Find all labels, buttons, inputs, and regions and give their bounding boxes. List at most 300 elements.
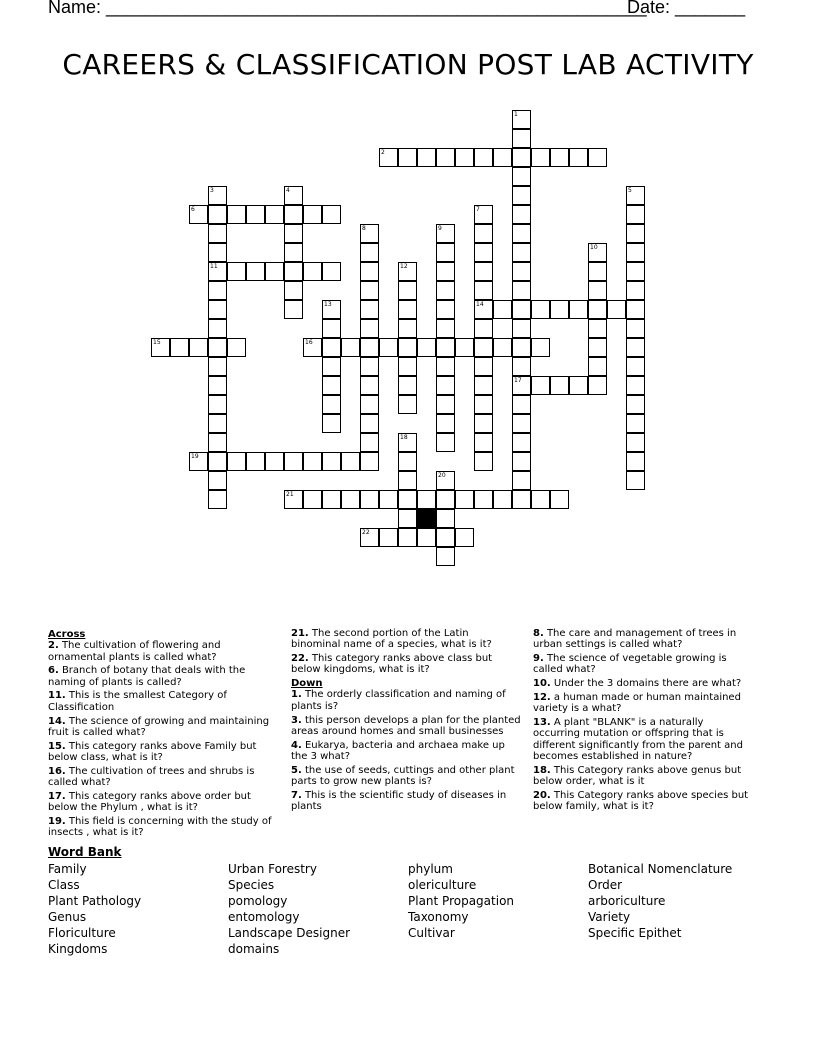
grid-cell[interactable] bbox=[398, 338, 417, 357]
grid-cell[interactable] bbox=[588, 338, 607, 357]
grid-cell[interactable] bbox=[588, 357, 607, 376]
grid-cell[interactable] bbox=[436, 281, 455, 300]
grid-cell[interactable] bbox=[474, 148, 493, 167]
grid-cell[interactable] bbox=[379, 338, 398, 357]
clue-number-label: 20. bbox=[533, 789, 551, 801]
down-heading: Down bbox=[291, 678, 323, 690]
grid-cell[interactable] bbox=[189, 338, 208, 357]
grid-cell[interactable] bbox=[569, 376, 588, 395]
grid-cell[interactable] bbox=[360, 376, 379, 395]
clue-number: 20 bbox=[438, 472, 446, 479]
grid-cell[interactable] bbox=[474, 452, 493, 471]
clue-text: The cultivation of trees and shrubs is called what? bbox=[48, 765, 255, 789]
grid-cell[interactable] bbox=[303, 262, 322, 281]
across-clue bbox=[48, 716, 278, 739]
grid-cell[interactable] bbox=[550, 376, 569, 395]
grid-cell[interactable] bbox=[436, 490, 455, 509]
grid-cell[interactable] bbox=[360, 300, 379, 319]
grid-cell[interactable] bbox=[588, 262, 607, 281]
grid-cell[interactable] bbox=[284, 452, 303, 471]
grid-cell[interactable] bbox=[360, 357, 379, 376]
word-bank-item: Cultivar bbox=[408, 926, 455, 940]
grid-cell[interactable] bbox=[436, 300, 455, 319]
clue-number-label: 17. bbox=[48, 790, 66, 802]
grid-cell[interactable] bbox=[531, 376, 550, 395]
word-bank-item: Taxonomy bbox=[408, 910, 469, 924]
name-field[interactable]: Name: ______________________________________________________ bbox=[48, 0, 647, 17]
grid-cell[interactable] bbox=[474, 262, 493, 281]
grid-cell[interactable] bbox=[322, 319, 341, 338]
grid-cell[interactable] bbox=[208, 205, 227, 224]
clue-text: This is the smallest Category of Classification bbox=[48, 690, 227, 713]
grid-cell[interactable] bbox=[208, 319, 227, 338]
grid-cell[interactable] bbox=[512, 243, 531, 262]
clue-number-label: 15. bbox=[48, 740, 66, 752]
grid-cell[interactable] bbox=[284, 205, 303, 224]
clue-text: This category ranks above Family but below class, what is it? bbox=[48, 740, 257, 763]
grid-cell[interactable] bbox=[550, 300, 569, 319]
grid-cell[interactable] bbox=[493, 148, 512, 167]
clue-number-label: 18. bbox=[533, 764, 551, 776]
word-bank-item: Urban Forestry bbox=[228, 862, 317, 876]
grid-cell[interactable] bbox=[550, 148, 569, 167]
grid-cell[interactable] bbox=[626, 262, 645, 281]
grid-cell[interactable] bbox=[493, 490, 512, 509]
clue-number: 6 bbox=[191, 206, 195, 213]
clue-number-label: 3. bbox=[291, 714, 302, 726]
clue-number: 13 bbox=[324, 301, 332, 308]
clue-number: 22 bbox=[362, 529, 370, 536]
grid-cell[interactable] bbox=[246, 262, 265, 281]
grid-cell[interactable] bbox=[284, 224, 303, 243]
down-clue bbox=[291, 740, 521, 763]
grid-cell[interactable] bbox=[322, 205, 341, 224]
grid-cell[interactable] bbox=[322, 338, 341, 357]
clue-number: 9 bbox=[438, 225, 442, 232]
clue-number: 3 bbox=[210, 187, 214, 194]
grid-cell[interactable] bbox=[265, 205, 284, 224]
grid-cell[interactable] bbox=[379, 490, 398, 509]
grid-cell[interactable] bbox=[512, 357, 531, 376]
grid-cell[interactable] bbox=[322, 357, 341, 376]
grid-cell[interactable] bbox=[284, 300, 303, 319]
clue-number: 14 bbox=[476, 301, 484, 308]
grid-cell[interactable] bbox=[512, 186, 531, 205]
clue-text: The second portion of the Latin binominal name of a species, what is it? bbox=[291, 628, 492, 651]
clue-number-label: 12. bbox=[533, 691, 551, 703]
grid-cell[interactable] bbox=[474, 414, 493, 433]
grid-cell[interactable] bbox=[417, 338, 436, 357]
clue-number: 7 bbox=[476, 206, 480, 213]
grid-cell[interactable] bbox=[474, 243, 493, 262]
word-bank-item: Kingdoms bbox=[48, 942, 108, 956]
grid-cell[interactable] bbox=[626, 357, 645, 376]
clue-number-label: 19. bbox=[48, 815, 66, 827]
word-bank-item: Genus bbox=[48, 910, 87, 924]
grid-cell[interactable] bbox=[474, 433, 493, 452]
clue-text: This category ranks above order but below the Phylum , what is it? bbox=[48, 790, 251, 814]
across-clue bbox=[48, 690, 278, 713]
grid-cell[interactable] bbox=[531, 148, 550, 167]
clues-column-3 bbox=[533, 628, 753, 815]
grid-cell[interactable] bbox=[436, 262, 455, 281]
grid-cell[interactable] bbox=[512, 205, 531, 224]
grid-cell[interactable] bbox=[626, 281, 645, 300]
word-bank-item: Class bbox=[48, 878, 80, 892]
grid-cell[interactable] bbox=[626, 319, 645, 338]
clue-text: The cultivation of flowering and ornamental plants is called what? bbox=[48, 640, 221, 663]
word-bank-column-3 bbox=[408, 861, 514, 941]
grid-cell[interactable] bbox=[360, 262, 379, 281]
grid-cell[interactable] bbox=[436, 433, 455, 452]
grid-cell[interactable] bbox=[398, 319, 417, 338]
grid-cell[interactable] bbox=[512, 338, 531, 357]
grid-cell[interactable] bbox=[626, 376, 645, 395]
grid-cell[interactable] bbox=[512, 148, 531, 167]
grid-cell[interactable] bbox=[588, 300, 607, 319]
grid-cell[interactable] bbox=[360, 452, 379, 471]
down-clue bbox=[291, 790, 521, 813]
grid-cell[interactable] bbox=[626, 300, 645, 319]
word-bank-item: Variety bbox=[588, 910, 631, 924]
grid-cell[interactable] bbox=[322, 262, 341, 281]
grid-cell[interactable] bbox=[284, 243, 303, 262]
grid-cell[interactable] bbox=[208, 224, 227, 243]
grid-cell[interactable] bbox=[436, 395, 455, 414]
grid-cell[interactable] bbox=[379, 528, 398, 547]
grid-cell[interactable] bbox=[246, 205, 265, 224]
clue-number: 19 bbox=[191, 453, 199, 460]
clue-text: The orderly classification and naming of plants is? bbox=[291, 689, 506, 712]
grid-cell[interactable] bbox=[512, 452, 531, 471]
grid-cell[interactable] bbox=[341, 490, 360, 509]
grid-cell[interactable] bbox=[512, 281, 531, 300]
grid-cell[interactable] bbox=[436, 338, 455, 357]
grid-cell[interactable] bbox=[227, 338, 246, 357]
word-bank-item: phylum bbox=[408, 862, 453, 876]
grid-cell[interactable] bbox=[550, 490, 569, 509]
clue-text: a human made or human maintained variety is a what? bbox=[533, 691, 741, 715]
grid-cell[interactable] bbox=[493, 300, 512, 319]
grid-cell[interactable] bbox=[588, 376, 607, 395]
grid-cell[interactable] bbox=[493, 338, 512, 357]
grid-cell[interactable] bbox=[208, 376, 227, 395]
grid-cell[interactable] bbox=[512, 319, 531, 338]
grid-cell[interactable] bbox=[588, 319, 607, 338]
grid-cell[interactable] bbox=[208, 281, 227, 300]
clue-text: Eukarya, bacteria and archaea make up the 3 what? bbox=[291, 739, 505, 762]
grid-cell[interactable] bbox=[436, 376, 455, 395]
grid-cell[interactable] bbox=[626, 414, 645, 433]
clue-number: 5 bbox=[628, 187, 632, 194]
grid-cell[interactable] bbox=[512, 262, 531, 281]
grid-cell[interactable] bbox=[322, 452, 341, 471]
grid-cell[interactable] bbox=[398, 509, 417, 528]
grid-cell[interactable] bbox=[512, 395, 531, 414]
clue-number-label: 14. bbox=[48, 715, 66, 727]
clue-text: The science of growing and maintaining fruit is called what? bbox=[48, 715, 270, 738]
grid-cell[interactable] bbox=[360, 490, 379, 509]
clue-number: 4 bbox=[286, 187, 290, 194]
grid-cell[interactable] bbox=[607, 300, 626, 319]
down-clue bbox=[291, 765, 521, 788]
across-clue bbox=[48, 665, 278, 688]
word-bank-item: Order bbox=[588, 878, 623, 892]
across-clue bbox=[48, 816, 278, 839]
grid-cell[interactable] bbox=[417, 148, 436, 167]
grid-cell[interactable] bbox=[455, 490, 474, 509]
clue-text: This category ranks above class but below kingdoms, what is it? bbox=[291, 653, 493, 676]
grid-cell[interactable] bbox=[360, 281, 379, 300]
clue-number: 16 bbox=[305, 339, 313, 346]
grid-cell[interactable] bbox=[474, 357, 493, 376]
grid-cell[interactable] bbox=[512, 414, 531, 433]
word-bank-item: Species bbox=[228, 878, 275, 892]
clue-text: this person develops a plan for the planted areas around homes and small businesses bbox=[291, 714, 521, 737]
word-bank-item: pomology bbox=[228, 894, 288, 908]
clue-number-label: 13. bbox=[533, 717, 551, 729]
word-bank-column-1 bbox=[48, 861, 141, 957]
across-heading: Across bbox=[48, 629, 86, 640]
clue-text: The care and management of trees in urban settings is called what? bbox=[533, 628, 737, 651]
page-title: CAREERS & CLASSIFICATION POST LAB ACTIVITY bbox=[62, 48, 754, 81]
grid-cell[interactable] bbox=[170, 338, 189, 357]
grid-cell[interactable] bbox=[417, 528, 436, 547]
grid-cell[interactable] bbox=[208, 471, 227, 490]
word-bank-item: olericulture bbox=[408, 878, 477, 892]
clue-number-label: 21. bbox=[291, 628, 309, 639]
clue-number-label: 10. bbox=[533, 678, 551, 690]
clue-number: 8 bbox=[362, 225, 366, 232]
across-clue bbox=[48, 741, 278, 764]
grid-cell[interactable] bbox=[531, 300, 550, 319]
clue-number-label: 1. bbox=[291, 689, 302, 701]
grid-cell[interactable] bbox=[436, 414, 455, 433]
clues-column-2 bbox=[291, 628, 521, 815]
clue-number: 11 bbox=[210, 263, 218, 270]
word-bank-item: Specific Epithet bbox=[588, 926, 682, 940]
grid-cell[interactable] bbox=[455, 148, 474, 167]
grid-cell[interactable] bbox=[398, 452, 417, 471]
clue-number: 21 bbox=[286, 491, 294, 498]
grid-cell[interactable] bbox=[436, 243, 455, 262]
word-bank-item: Landscape Designer bbox=[228, 926, 351, 940]
grid-cell[interactable] bbox=[208, 357, 227, 376]
grid-cell[interactable] bbox=[265, 452, 284, 471]
grid-cell[interactable] bbox=[303, 205, 322, 224]
grid-cell[interactable] bbox=[455, 338, 474, 357]
grid-cell[interactable] bbox=[398, 357, 417, 376]
word-bank-item: Plant Propagation bbox=[408, 894, 515, 908]
grid-cell[interactable] bbox=[626, 395, 645, 414]
grid-cell[interactable] bbox=[208, 452, 227, 471]
across-clue bbox=[291, 628, 521, 651]
grid-cell[interactable] bbox=[360, 338, 379, 357]
down-clue bbox=[533, 628, 753, 651]
grid-cell[interactable] bbox=[398, 300, 417, 319]
grid-cell[interactable] bbox=[227, 452, 246, 471]
grid-cell[interactable] bbox=[303, 490, 322, 509]
grid-cell[interactable] bbox=[265, 262, 284, 281]
grid-cell[interactable] bbox=[303, 452, 322, 471]
word-bank-item: arboriculture bbox=[588, 894, 666, 908]
grid-cell[interactable] bbox=[626, 433, 645, 452]
grid-cell[interactable] bbox=[455, 528, 474, 547]
grid-cell[interactable] bbox=[569, 300, 588, 319]
grid-cell[interactable] bbox=[208, 490, 227, 509]
grid-cell[interactable] bbox=[626, 205, 645, 224]
grid-cell[interactable] bbox=[208, 433, 227, 452]
grid-cell[interactable] bbox=[360, 395, 379, 414]
grid-cell[interactable] bbox=[398, 376, 417, 395]
clue-text: the use of seeds, cuttings and other plant parts to grow new plants is? bbox=[291, 764, 515, 788]
grid-cell[interactable] bbox=[322, 490, 341, 509]
clue-text: A plant "BLANK" is a naturally occurring mutation or offspring that is different significantly from the parent and becomes established in nature? bbox=[533, 717, 743, 762]
word-bank-item: Plant Pathology bbox=[48, 894, 142, 908]
across-clue bbox=[48, 791, 278, 814]
grid-cell[interactable] bbox=[588, 148, 607, 167]
clue-number: 1 bbox=[514, 111, 518, 118]
grid-cell[interactable] bbox=[436, 319, 455, 338]
grid-cell[interactable] bbox=[512, 167, 531, 186]
clue-number: 17 bbox=[514, 377, 522, 384]
word-bank-item: entomology bbox=[228, 910, 300, 924]
grid-cell[interactable] bbox=[436, 528, 455, 547]
grid-cell[interactable] bbox=[322, 376, 341, 395]
grid-cell[interactable] bbox=[512, 300, 531, 319]
grid-cell[interactable] bbox=[398, 281, 417, 300]
grid-cell[interactable] bbox=[360, 433, 379, 452]
grid-cell[interactable] bbox=[626, 452, 645, 471]
across-clue bbox=[291, 653, 521, 676]
clue-text: This field is concerning with the study of insects , what is it? bbox=[48, 815, 272, 839]
clue-text: The science of vegetable growing is called what? bbox=[533, 653, 727, 676]
across-clue bbox=[48, 640, 278, 663]
clue-number: 10 bbox=[590, 244, 598, 251]
grid-cell[interactable] bbox=[569, 148, 588, 167]
grid-cell[interactable] bbox=[284, 281, 303, 300]
word-bank-title: Word Bank bbox=[48, 845, 122, 859]
grid-cell[interactable] bbox=[531, 338, 550, 357]
clue-number-label: 5. bbox=[291, 764, 302, 776]
grid-cell[interactable] bbox=[322, 395, 341, 414]
grid-cell[interactable] bbox=[341, 452, 360, 471]
down-clue bbox=[533, 765, 753, 788]
clues-column-1 bbox=[48, 628, 278, 841]
clue-text: Branch of botany that deals with the naming of plants is called? bbox=[48, 665, 246, 688]
grid-cell[interactable] bbox=[436, 547, 455, 566]
clue-number-label: 16. bbox=[48, 765, 66, 777]
word-bank-item: Botanical Nomenclature bbox=[588, 862, 733, 876]
grid-cell[interactable] bbox=[474, 376, 493, 395]
grid-cell[interactable] bbox=[208, 414, 227, 433]
grid-cell[interactable] bbox=[588, 281, 607, 300]
word-bank-item: domains bbox=[228, 942, 280, 956]
grid-cell[interactable] bbox=[208, 395, 227, 414]
clue-number-label: 9. bbox=[533, 653, 544, 665]
black-cell bbox=[417, 509, 436, 528]
clue-number-label: 11. bbox=[48, 690, 66, 702]
grid-cell[interactable] bbox=[417, 490, 436, 509]
grid-cell[interactable] bbox=[341, 338, 360, 357]
grid-cell[interactable] bbox=[360, 319, 379, 338]
clue-number: 12 bbox=[400, 263, 408, 270]
grid-cell[interactable] bbox=[626, 338, 645, 357]
grid-cell[interactable] bbox=[512, 129, 531, 148]
down-clue bbox=[291, 689, 521, 712]
clue-number-label: 2. bbox=[48, 640, 59, 652]
grid-cell[interactable] bbox=[284, 262, 303, 281]
grid-cell[interactable] bbox=[474, 224, 493, 243]
grid-cell[interactable] bbox=[474, 319, 493, 338]
down-clue bbox=[533, 678, 753, 689]
clue-number-label: 22. bbox=[291, 653, 309, 665]
grid-cell[interactable] bbox=[436, 148, 455, 167]
grid-cell[interactable] bbox=[208, 243, 227, 262]
grid-cell[interactable] bbox=[474, 338, 493, 357]
grid-cell[interactable] bbox=[531, 490, 550, 509]
grid-cell[interactable] bbox=[474, 490, 493, 509]
clue-text: This Category ranks above species but below family, what is it? bbox=[533, 789, 749, 813]
grid-cell[interactable] bbox=[474, 281, 493, 300]
down-clue bbox=[533, 692, 753, 715]
grid-cell[interactable] bbox=[360, 243, 379, 262]
grid-cell[interactable] bbox=[436, 509, 455, 528]
grid-cell[interactable] bbox=[322, 414, 341, 433]
clue-number: 2 bbox=[381, 149, 385, 156]
clue-number-label: 6. bbox=[48, 665, 59, 677]
grid-cell[interactable] bbox=[512, 471, 531, 490]
date-field[interactable]: Date: _______ bbox=[627, 0, 746, 17]
clue-number-label: 4. bbox=[291, 739, 302, 751]
down-clue bbox=[533, 653, 753, 676]
grid-cell[interactable] bbox=[208, 338, 227, 357]
grid-cell[interactable] bbox=[626, 471, 645, 490]
grid-cell[interactable] bbox=[512, 433, 531, 452]
word-bank-column-4 bbox=[588, 861, 732, 941]
grid-cell[interactable] bbox=[398, 490, 417, 509]
down-clue bbox=[291, 715, 521, 738]
grid-cell[interactable] bbox=[227, 262, 246, 281]
grid-cell[interactable] bbox=[512, 224, 531, 243]
grid-cell[interactable] bbox=[360, 414, 379, 433]
grid-cell[interactable] bbox=[398, 395, 417, 414]
grid-cell[interactable] bbox=[398, 471, 417, 490]
grid-cell[interactable] bbox=[246, 452, 265, 471]
grid-cell[interactable] bbox=[436, 357, 455, 376]
clue-number: 18 bbox=[400, 434, 408, 441]
word-bank-item: Family bbox=[48, 862, 87, 876]
grid-cell[interactable] bbox=[227, 205, 246, 224]
grid-cell[interactable] bbox=[474, 395, 493, 414]
grid-cell[interactable] bbox=[398, 148, 417, 167]
word-bank-item: Floriculture bbox=[48, 926, 116, 940]
grid-cell[interactable] bbox=[398, 528, 417, 547]
down-clue bbox=[533, 790, 753, 813]
clue-text: This Category ranks above genus but below order, what is it bbox=[533, 764, 742, 788]
grid-cell[interactable] bbox=[208, 300, 227, 319]
clue-text: Under the 3 domains there are what? bbox=[550, 678, 742, 690]
clue-number-label: 7. bbox=[291, 789, 302, 801]
clue-number: 15 bbox=[153, 339, 161, 346]
grid-cell[interactable] bbox=[626, 224, 645, 243]
word-bank-column-2 bbox=[228, 861, 350, 957]
clue-number-label: 8. bbox=[533, 628, 544, 639]
down-clue bbox=[533, 717, 753, 762]
clue-text: This is the scientific study of diseases in plants bbox=[291, 789, 507, 813]
grid-cell[interactable] bbox=[626, 243, 645, 262]
grid-cell[interactable] bbox=[512, 490, 531, 509]
